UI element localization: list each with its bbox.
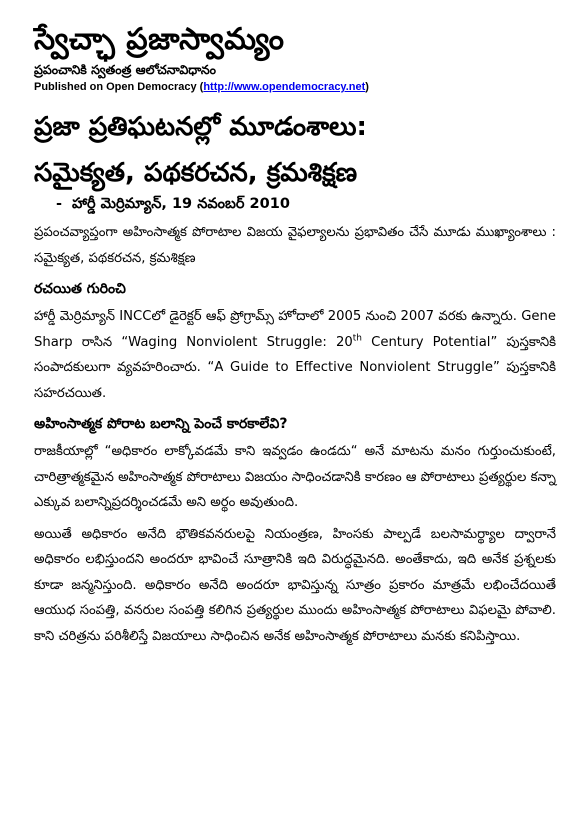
byline-dash: -: [56, 196, 63, 212]
byline: [56, 194, 556, 214]
author-paragraph: [34, 304, 556, 406]
body-paragraph-2: అయితే అధికారం అనేది భౌతికవనరులపై నియంత్రణ, హింసకు పాల్పడే బలసామర్థ్యాల ద్వారానే అధికారం లభిస్తుందని అందరూ భావించే సూత్రానికి ఇది విరుద్ధమైనది. అంతేకాదు, ఇది అనేక ప్రశ్నలకు కూడా జన్మనిస్తుంది. అధికారం అనేది అందరూ భావిస్తున్న సూత్రం ప్రకారం మాత్రమే లభించేదయితే ఆయుధ సంపత్తి, వనరుల సంపత్తి కలిగిన ప్రత్యర్థుల ముందు అహింసాత్మక పోరాటాలు విఫలమై పోవాలి. కాని చరిత్రను పరిశీలిస్తే విజయాలు సాధించిన అనేక అహింసాత్మక పోరాటాలు మనకు కనిపిస్తాయి.: [34, 526, 556, 644]
masthead-tagline: ప్రపంచానికి స్వతంత్ర ఆలోచనావిధానం: [34, 62, 216, 77]
article-title-line2: సమైక్యత, పథకరచన, క్రమశిక్షణ: [34, 158, 358, 188]
published-suffix: ): [365, 81, 369, 93]
intro-paragraph: ప్రపంచవ్యాప్తంగా అహింసాత్మక పోరాటాల విజయ వైఫల్యాలను ప్రభావితం చేసే మూడు ముఖ్యాంశాలు : సమైక్యత, పథకరచన, క్రమశిక్షణ: [34, 225, 556, 266]
byline-text: హార్డీ మెర్రిమ్యాన్, 19 నవంబర్ 2010: [72, 196, 290, 212]
opendemocracy-link[interactable]: http://www.opendemocracy.net: [203, 81, 366, 93]
published-prefix: Published on Open Democracy (: [34, 81, 204, 93]
author-text-1: హార్డీ మెర్రిమ్యాన్ INCCలో డైరెక్టర్ ఆఫ్ ప్రోగ్రామ్స్ హోదాలో 2005 నుంచి 2007 వరకు ఉన్నారు. Gene Sharp రాసిన “Waging Nonviolent Struggle: 20: [34, 309, 556, 350]
author-superscript: th: [352, 333, 362, 344]
document-page: [34, 22, 556, 649]
article-title: [34, 108, 556, 192]
body-paragraph-1: రాజకీయాల్లో “అధికారం లాక్కోవడమే కాని ఇవ్వడం ఉండదు“ అనే మాటను మనం గుర్తుంచుకుంటే, చారిత్రాత్మకమైన అహింసాత్మక పోరాటాలు విజయం సాధించడానికి కారణం ఆ పోరాటాలు ప్రత్యర్థుల కన్నా ఎక్కువ బలాన్నిప్రదర్శించడమే అని అర్థం అవుతుంది.: [34, 444, 556, 510]
article-title-line1: ప్రజా ప్రతిఘటనల్లో మూడంశాలు:: [34, 112, 367, 142]
masthead-title: స్వేచ్ఛా ప్రజాస్వామ్యం: [34, 22, 285, 57]
question-heading: అహింసాత్మక పోరాట బలాన్ని పెంచే కారకాలేవి?: [34, 416, 288, 432]
published-line: [34, 80, 556, 94]
author-heading: రచయిత గురించి: [34, 281, 126, 297]
author-text-2: Century Potential” పుస్తకానికి సంపాదకులుగా వ్యవహరించారు. “A Guide to Effective Nonviolent Struggle” పుస్తకానికి సహరచయిత.: [34, 334, 556, 401]
